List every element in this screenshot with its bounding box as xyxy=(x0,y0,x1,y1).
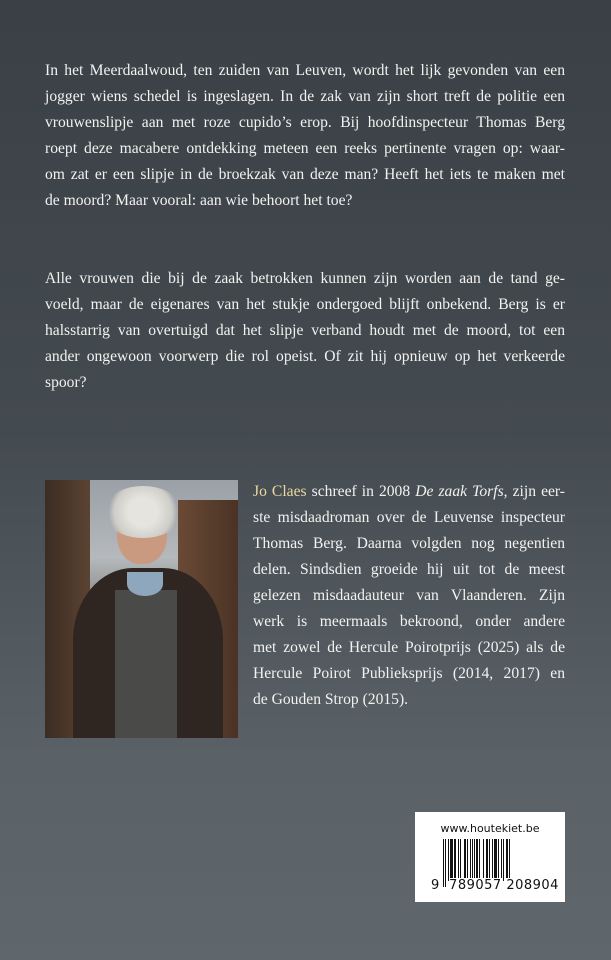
publisher-url: www.houtekiet.be xyxy=(440,822,540,835)
bio-line xyxy=(253,479,565,505)
bio-text: , zijn eer- xyxy=(503,483,565,500)
bio-text: schreef in 2008 xyxy=(306,483,416,500)
text-line: voeld, maar de eigenares van het stukje ondergoed blijft onbekend. Berg is er xyxy=(45,296,565,313)
text-line: ste misdaadroman over de Leuvense inspecteur xyxy=(253,509,565,526)
text-line: de moord? Maar vooral: aan wie behoort het toe? xyxy=(45,192,353,209)
text-line: Hercule Poirot Publieksprijs (2014, 2017) en xyxy=(253,665,565,682)
book-title: De zaak Torfs xyxy=(415,483,504,500)
text-line: de Gouden Strop (2015). xyxy=(253,691,409,708)
isbn-number xyxy=(431,878,559,893)
isbn-left: 789057 xyxy=(449,878,502,893)
isbn-barcode xyxy=(415,812,565,902)
author-bio xyxy=(253,479,565,713)
text-line: met zowel de Hercule Poirotprijs (2025) als de xyxy=(253,639,565,656)
text-line: om zat er een slipje in de broekzak van deze man? Heeft het iets te maken met xyxy=(45,166,565,183)
blurb-paragraph-1 xyxy=(45,58,565,214)
text-line: jogger wiens schedel is ingeslagen. In de zak van zijn short treft de politie een xyxy=(45,88,565,105)
blurb-paragraph-2 xyxy=(45,266,565,396)
isbn-right: 208904 xyxy=(506,878,559,893)
text-line: spoor? xyxy=(45,374,87,391)
isbn-digit: 9 xyxy=(431,878,440,893)
text-line: gelezen misdaadauteur van Vlaanderen. Zijn xyxy=(253,587,565,604)
text-line: delen. Sindsdien groeide hij uit tot de meest xyxy=(253,561,565,578)
text-line: Alle vrouwen die bij de zaak betrokken kunnen zijn worden aan de tand ge- xyxy=(45,270,565,287)
text-line: Thomas Berg. Daarna volgden nog negentien xyxy=(253,535,565,552)
text-line: roept deze macabere ontdekking meteen een reeks pertinente vragen op: waar- xyxy=(45,140,565,157)
text-line: halsstarrig van overtuigd dat het slipje verband houdt met de moord, tot een xyxy=(45,322,565,339)
text-line: werk is meermaals bekroond, onder andere xyxy=(253,613,565,630)
text-line: vrouwenslipje aan met roze cupido’s erop. Bij hoofdinspecteur Thomas Berg xyxy=(45,114,565,131)
text-line: In het Meerdaalwoud, ten zuiden van Leuven, wordt het lijk gevonden van een xyxy=(45,62,565,79)
author-name: Jo Claes xyxy=(253,483,307,500)
author-photo xyxy=(45,480,238,738)
text-line: ander ongewoon voorwerp die rol opeist. Of zit hij opnieuw op het verkeerde xyxy=(45,348,565,365)
